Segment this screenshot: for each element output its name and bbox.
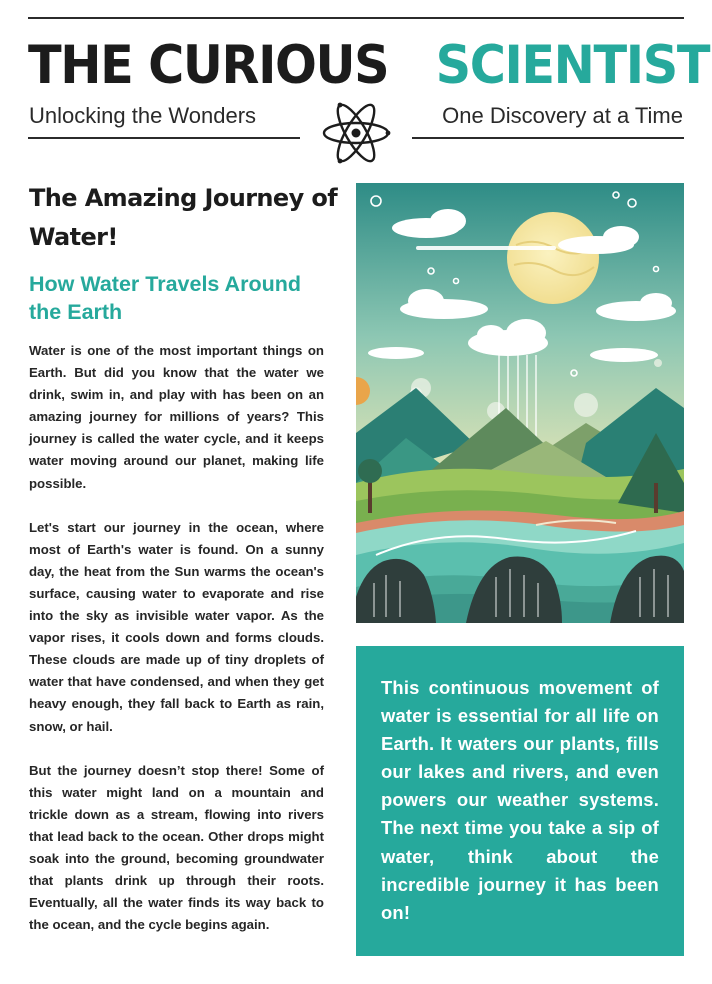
article-paragraph: Let's start our journey in the ocean, where most of Earth's water is found. On a sunny day, the heat from the Sun warms the ocean's surface, causing water to evaporate and rise into the sky as invisible water vapor. As the vapor rises, it cools down and forms clouds. These clouds are made up of tiny droplets of water that have condensed, and when they get heavy enough, they fall back to Earth as rain, snow, or hail. — [29, 519, 324, 734]
article-subtitle: How Water Travels Around the Earth — [29, 272, 301, 324]
callout-text: This continuous movement of water is essential for all life on Earth. It waters our plants, fills our lakes and rivers, and even powers our weather systems. The next time you take a sip of water, think about the incredible journey it has been on! — [381, 677, 659, 923]
masthead-title-dark: THE CURIOUS — [28, 34, 389, 96]
article-paragraph: Water is one of the most important things on Earth. But did you know that the water we drink, swim in, and play with has been on an amazing journey for millions of years? This journey is called the water cycle, and it keeps water moving around our planet, making life possible. — [29, 343, 324, 491]
tagline-left: Unlocking the Wonders — [29, 103, 257, 128]
water-cycle-illustration — [356, 183, 684, 623]
article-title: The Amazing Journey of Water! — [29, 184, 338, 251]
article-paragraph: But the journey doesn’t stop there! Some of this water might land on a mountain and trickle down as a stream, flowing into rivers that lead back to the ocean. Other drops might soak into the ground, becoming groundwater that plants drink up through their roots. Eventually, all the water finds its way back to the ocean, and the cycle begins again. — [29, 762, 324, 933]
tagline-rule-right — [412, 137, 684, 139]
masthead-title-teal: SCIENTIST — [435, 34, 710, 96]
callout-box — [356, 646, 684, 956]
top-rule — [28, 17, 684, 19]
atom-icon — [319, 100, 393, 166]
tagline-rule-left — [28, 137, 300, 139]
tagline-right: One Discovery at a Time — [442, 103, 683, 128]
masthead — [28, 30, 710, 100]
article-body — [29, 340, 324, 936]
